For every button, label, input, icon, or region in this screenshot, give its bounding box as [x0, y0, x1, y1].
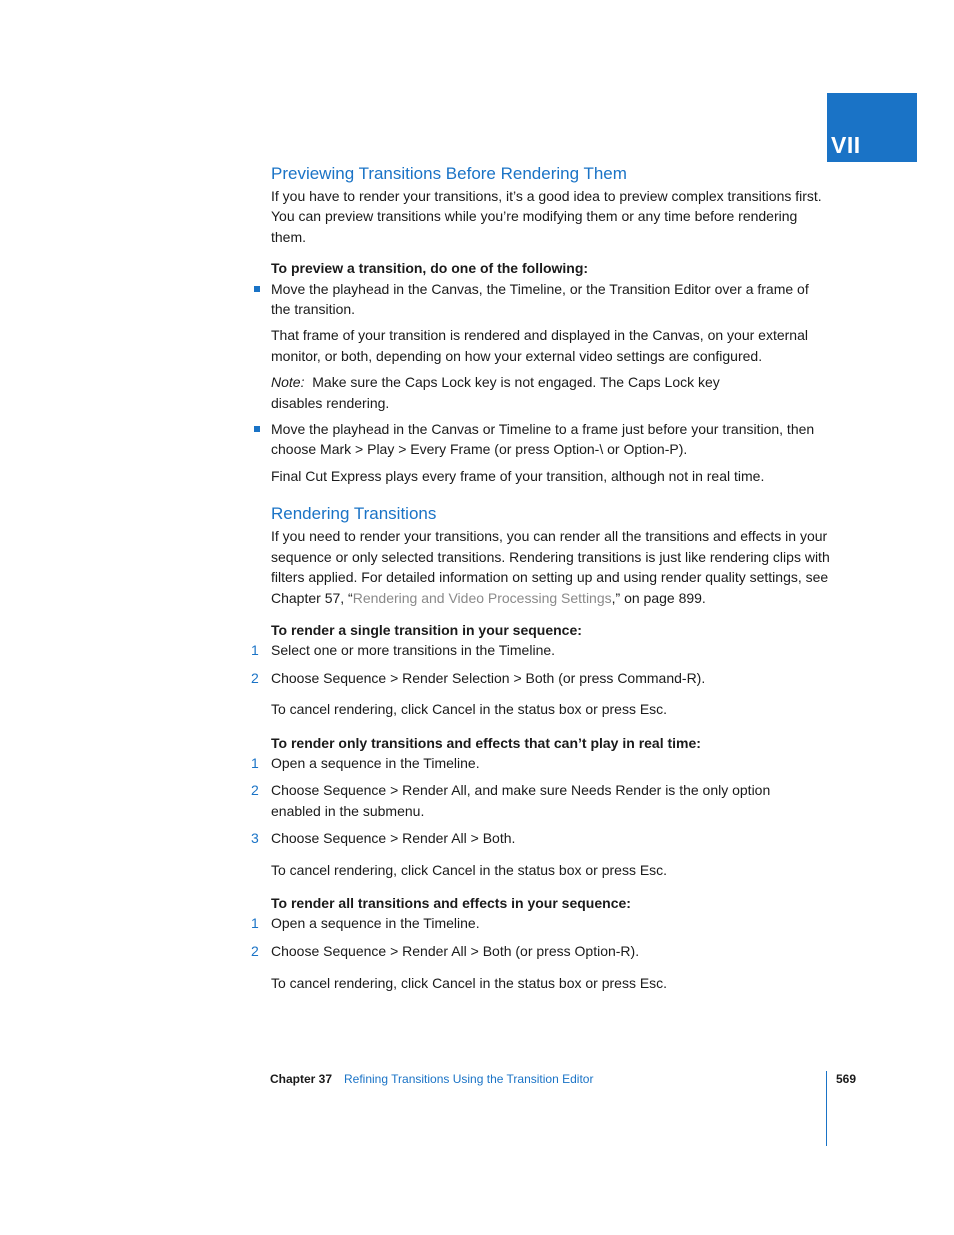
footer-chapter: Chapter 37 [270, 1072, 333, 1086]
footer-divider [826, 1071, 827, 1146]
step-item [251, 640, 831, 660]
step-text: Open a sequence in the Timeline. [271, 915, 480, 932]
step-number: 2 [251, 942, 259, 959]
section-heading-rendering: Rendering Transitions [271, 504, 437, 524]
procedure-lead-realtime: To render only transitions and effects that can’t play in real time: [271, 734, 701, 751]
step-number: 3 [251, 830, 259, 847]
note-text: Make sure the Caps Lock key is not engaged. The Caps Lock key disables rendering. [271, 374, 720, 411]
step-number: 2 [251, 782, 259, 799]
bullet-item [271, 279, 831, 320]
step-item [251, 828, 831, 848]
step-text: Choose Sequence > Render All > Both (or press Option-R). [271, 942, 640, 959]
page-content [251, 162, 831, 994]
page-number: 569 [836, 1072, 857, 1086]
step-number: 2 [251, 669, 259, 686]
step-text: Select one or more transitions in the Timeline. [271, 642, 556, 659]
procedure-lead-preview: To preview a transition, do one of the following: [271, 260, 589, 277]
result-paragraph: Final Cut Express plays every frame of your transition, although not in real time. [271, 467, 765, 484]
cancel-paragraph: To cancel rendering, click Cancel in the status box or press Esc. [271, 701, 668, 718]
step-number: 1 [251, 754, 259, 771]
part-tab [827, 93, 917, 162]
section-heading-previewing: Previewing Transitions Before Rendering Them [271, 164, 627, 183]
note-paragraph [271, 372, 721, 413]
procedure-lead-single: To render a single transition in your sequence: [271, 621, 582, 638]
step-text: Choose Sequence > Render Selection > Both (or press Command-R). [271, 669, 706, 686]
bullet-text: Move the playhead in the Canvas, the Timeline, or the Transition Editor over a frame of the transition. [271, 280, 809, 318]
step-number: 1 [251, 642, 259, 659]
procedure-lead-all: To render all transitions and effects in your sequence: [271, 894, 631, 911]
step-item [251, 913, 831, 933]
footer-chapter-title[interactable]: Refining Transitions Using the Transition Editor [344, 1072, 594, 1086]
bullet-icon [254, 426, 260, 432]
step-item [251, 941, 831, 961]
section-intro-rendering: If you need to render your transitions, you can render all the transitions and effects in your sequence or only selected transitions. Rendering transitions is just like rendering clips with filters applied. For detailed information on setting up and using render quality settings, see Chapter 57, “Rendering and Video Processing Settings,” on page 899. [271, 528, 830, 606]
cross-reference-link[interactable]: Rendering and Video Processing Settings [352, 589, 612, 606]
result-paragraph: That frame of your transition is rendered and displayed in the Canvas, on your external monitor, or both, depending on how your external video settings are configured. [271, 327, 808, 364]
bullet-icon [254, 286, 260, 292]
section-intro-previewing: If you have to render your transitions, it’s a good idea to preview complex transitions first. You can preview transitions while you’re modifying them or any time before rendering them. [271, 188, 822, 245]
note-label: Note: [271, 374, 305, 391]
step-item [251, 780, 831, 821]
part-number: VII [831, 132, 861, 158]
bullet-item [271, 419, 831, 460]
step-item [251, 753, 831, 773]
step-text: Choose Sequence > Render All > Both. [271, 830, 516, 847]
cancel-paragraph: To cancel rendering, click Cancel in the status box or press Esc. [271, 861, 668, 878]
bullet-text: Move the playhead in the Canvas or Timeline to a frame just before your transition, then choose Mark > Play > Every Frame (or press Option-\ or Option-P). [271, 421, 815, 458]
step-number: 1 [251, 915, 259, 932]
step-text: Open a sequence in the Timeline. [271, 754, 480, 771]
step-text: Choose Sequence > Render All, and make sure Needs Render is the only option enabled in the submenu. [271, 782, 771, 819]
cancel-paragraph: To cancel rendering, click Cancel in the status box or press Esc. [271, 975, 668, 992]
step-item [251, 668, 831, 688]
